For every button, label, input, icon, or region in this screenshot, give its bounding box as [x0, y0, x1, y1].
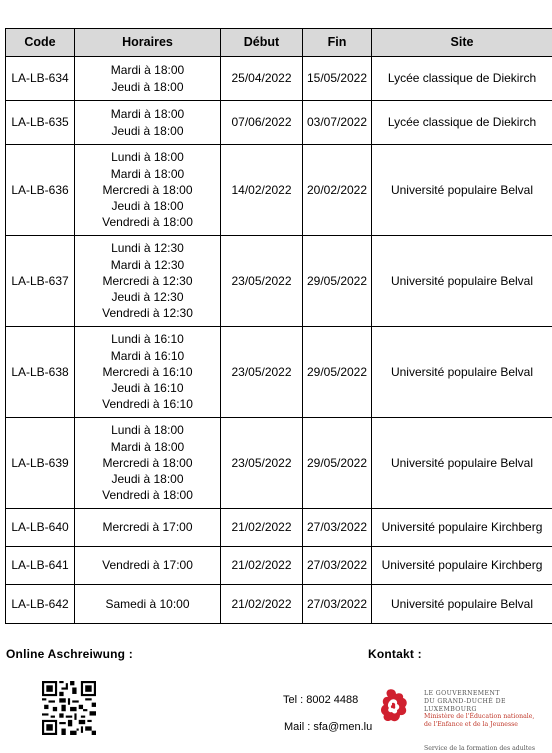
- table-row: [6, 585, 552, 624]
- cell-schedule: [75, 547, 221, 585]
- cell-start: 14/02/2022: [221, 145, 303, 236]
- schedule-line: Vendredi à 12:30: [75, 305, 220, 321]
- schedule-line: Mardi à 18:00: [75, 166, 220, 182]
- cell-start: 21/02/2022: [221, 585, 303, 624]
- table-row: [6, 236, 552, 327]
- cell-code: LA-LB-641: [6, 547, 75, 585]
- schedule-line: Vendredi à 16:10: [75, 396, 220, 412]
- logo-line-1: LE GOUVERNEMENT: [424, 690, 552, 698]
- cell-schedule: [75, 57, 221, 101]
- schedule-line: Lundi à 16:10: [75, 331, 220, 347]
- cell-site: Université populaire Belval: [372, 236, 552, 327]
- schedule-line: Vendredi à 18:00: [75, 214, 220, 230]
- table-row: [6, 101, 552, 145]
- table-row: [6, 145, 552, 236]
- cell-schedule: [75, 418, 221, 509]
- schedule-line: Mercredi à 18:00: [75, 182, 220, 198]
- schedule-line: Mardi à 16:10: [75, 348, 220, 364]
- cell-code: LA-LB-638: [6, 327, 75, 418]
- cell-end: 29/05/2022: [303, 327, 372, 418]
- header-code: Code: [6, 29, 75, 57]
- cell-site: Université populaire Belval: [372, 327, 552, 418]
- cell-site: Université populaire Belval: [372, 585, 552, 624]
- cell-start: 21/02/2022: [221, 509, 303, 547]
- cell-code: LA-LB-636: [6, 145, 75, 236]
- table-header-row: [6, 29, 552, 57]
- table-row: [6, 509, 552, 547]
- cell-start: 23/05/2022: [221, 327, 303, 418]
- cell-end: 29/05/2022: [303, 418, 372, 509]
- schedule-line: Mercredi à 16:10: [75, 364, 220, 380]
- cell-schedule: [75, 327, 221, 418]
- cell-site: Université populaire Belval: [372, 418, 552, 509]
- cell-code: LA-LB-634: [6, 57, 75, 101]
- schedule-line: Mardi à 18:00: [75, 439, 220, 455]
- logo-line-2: DU GRAND-DUCHÉ DE LUXEMBOURG: [424, 698, 552, 714]
- ministry-line-1: Ministère de l'Éducation nationale,: [424, 713, 552, 721]
- cell-schedule: [75, 236, 221, 327]
- schedule-line: Mercredi à 12:30: [75, 273, 220, 289]
- cell-code: LA-LB-637: [6, 236, 75, 327]
- online-registration-label: Online Aschreiwung :: [6, 647, 133, 661]
- cell-end: 03/07/2022: [303, 101, 372, 145]
- schedule-line: Mardi à 12:30: [75, 257, 220, 273]
- cell-site: Université populaire Kirchberg: [372, 509, 552, 547]
- cell-site: Lycée classique de Diekirch: [372, 101, 552, 145]
- contact-label: Kontakt :: [368, 647, 422, 661]
- schedule-line: Samedi à 10:00: [75, 596, 220, 612]
- cell-end: 29/05/2022: [303, 236, 372, 327]
- table-row: [6, 57, 552, 101]
- course-schedule-table: [5, 28, 552, 624]
- schedule-line: Jeudi à 16:10: [75, 380, 220, 396]
- service-line: Service de la formation des adultes: [424, 745, 552, 753]
- header-site: Site: [372, 29, 552, 57]
- schedule-line: Jeudi à 18:00: [75, 79, 220, 95]
- cell-start: 23/05/2022: [221, 236, 303, 327]
- cell-code: LA-LB-640: [6, 509, 75, 547]
- contact-tel: Tel : 8002 4488: [283, 694, 358, 706]
- cell-code: LA-LB-635: [6, 101, 75, 145]
- schedule-line: Lundi à 18:00: [75, 422, 220, 438]
- cell-schedule: [75, 101, 221, 145]
- ministry-line-2: de l'Enfance et de la Jeunesse: [424, 721, 552, 729]
- luxembourg-lion-logo-icon: [378, 686, 414, 726]
- cell-start: 23/05/2022: [221, 418, 303, 509]
- header-start: Début: [221, 29, 303, 57]
- cell-site: Lycée classique de Diekirch: [372, 57, 552, 101]
- schedule-line: Mercredi à 17:00: [75, 519, 220, 535]
- table-row: [6, 327, 552, 418]
- schedule-line: Jeudi à 18:00: [75, 198, 220, 214]
- cell-schedule: [75, 585, 221, 624]
- schedule-line: Mardi à 18:00: [75, 62, 220, 78]
- cell-end: 27/03/2022: [303, 509, 372, 547]
- table-row: [6, 547, 552, 585]
- schedule-line: Lundi à 18:00: [75, 149, 220, 165]
- cell-schedule: [75, 145, 221, 236]
- qr-code-icon[interactable]: [42, 681, 96, 735]
- table-row: [6, 418, 552, 509]
- contact-mail[interactable]: Mail : sfa@men.lu: [284, 721, 372, 733]
- cell-start: 07/06/2022: [221, 101, 303, 145]
- schedule-line: Mercredi à 18:00: [75, 455, 220, 471]
- schedule-line: Jeudi à 18:00: [75, 471, 220, 487]
- cell-end: 27/03/2022: [303, 547, 372, 585]
- header-schedule: Horaires: [75, 29, 221, 57]
- cell-start: 21/02/2022: [221, 547, 303, 585]
- cell-site: Université populaire Belval: [372, 145, 552, 236]
- cell-site: Université populaire Kirchberg: [372, 547, 552, 585]
- cell-end: 20/02/2022: [303, 145, 372, 236]
- cell-start: 25/04/2022: [221, 57, 303, 101]
- schedule-line: Lundi à 12:30: [75, 240, 220, 256]
- schedule-line: Jeudi à 18:00: [75, 123, 220, 139]
- schedule-line: Jeudi à 12:30: [75, 289, 220, 305]
- cell-schedule: [75, 509, 221, 547]
- cell-end: 15/05/2022: [303, 57, 372, 101]
- cell-code: LA-LB-639: [6, 418, 75, 509]
- government-logo-text: [424, 690, 552, 753]
- cell-code: LA-LB-642: [6, 585, 75, 624]
- schedule-line: Vendredi à 17:00: [75, 557, 220, 573]
- cell-end: 27/03/2022: [303, 585, 372, 624]
- header-end: Fin: [303, 29, 372, 57]
- schedule-line: Mardi à 18:00: [75, 106, 220, 122]
- schedule-line: Vendredi à 18:00: [75, 487, 220, 503]
